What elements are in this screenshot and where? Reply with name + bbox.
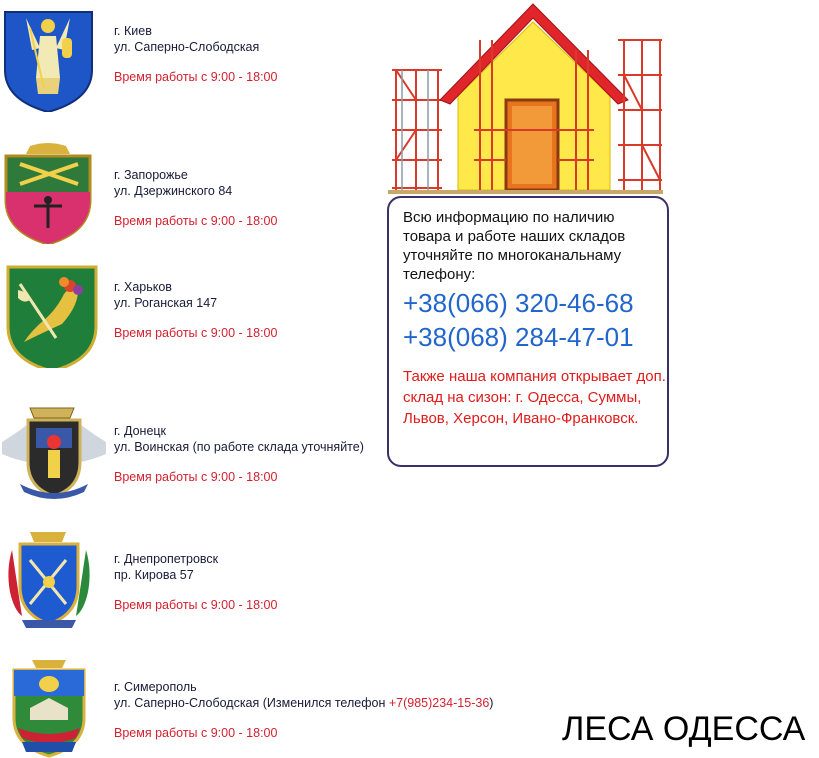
office-address-text: ул. Саперно-Слободская (Изменился телефон [114,696,389,710]
kyiv-crest-icon [0,8,100,112]
info-text: Всю информацию по наличию товара и работе наших складов уточняйте по многоканальнаму телефону: [403,209,626,283]
office-hours: Время работы с 9:00 - 18:00 [114,70,278,84]
office-hours: Время работы с 9:00 - 18:00 [114,726,278,740]
office-address-close: ) [489,696,494,710]
simferopol-crest-icon [0,658,100,758]
office-address: ул. Саперно-Слободская [114,40,260,54]
dnipro-crest-icon [0,530,100,634]
office-hours: Время работы с 9:00 - 18:00 [114,214,278,228]
office-address: ул. Воинская (по работе склада уточняйте) [114,440,364,454]
info-box [387,196,669,467]
phone-number-2[interactable]: +38(068) 284-47-01 [403,322,634,352]
extra-warehouse-text: Также наша компания открывает доп. склад на сизон: г. Одесса, Суммы, Львов, Херсон, Ивано-Франковск. [403,368,666,427]
office-dnepropetrovsk [0,530,400,640]
kharkiv-crest-icon [0,264,100,368]
office-kharkov [0,264,400,374]
donetsk-crest-icon [0,402,100,506]
office-address: ул. Дзержинского 84 [114,184,233,198]
office-zaporozhye [0,140,400,250]
house-scaffolding-icon [388,0,663,195]
office-city: г. Запорожье [114,168,188,182]
office-hours: Время работы с 9:00 - 18:00 [114,326,278,340]
phone-list [403,286,667,354]
office-hours: Время работы с 9:00 - 18:00 [114,598,278,612]
zaporizhzhia-crest-icon [0,140,100,244]
brand-title: ЛЕСА ОДЕССА [562,710,806,748]
office-city: г. Днепропетровск [114,552,219,566]
office-address: ул. Роганская 147 [114,296,218,310]
office-donetsk [0,402,400,512]
office-address [114,695,493,711]
office-address: пр. Кирова 57 [114,568,194,582]
office-city: г. Харьков [114,280,172,294]
office-simferopol [0,658,494,758]
office-hours: Время работы с 9:00 - 18:00 [114,470,278,484]
office-changed-phone[interactable]: +7(985)234-15-36 [388,696,490,710]
office-city: г. Симерополь [114,680,197,694]
phone-number-1[interactable]: +38(066) 320-46-68 [403,288,634,318]
office-city: г. Киев [114,24,152,38]
office-kiev [0,8,400,118]
office-city: г. Донецк [114,424,167,438]
